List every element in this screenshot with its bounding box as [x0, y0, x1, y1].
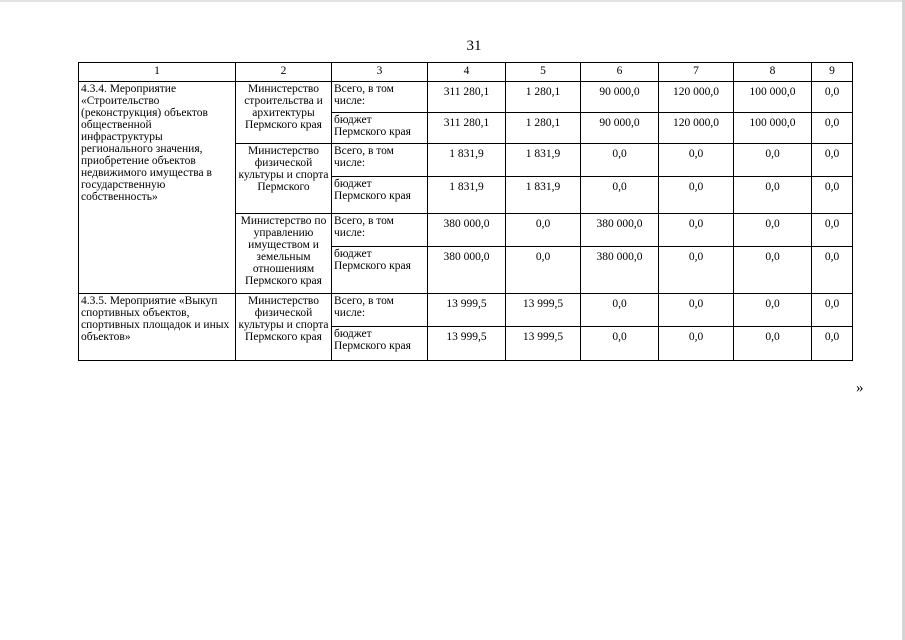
table-row — [79, 294, 853, 327]
value-cell: 100 000,0 — [734, 113, 812, 144]
source-cell: Всего, в том числе: — [332, 82, 428, 113]
value-cell: 13 999,5 — [428, 294, 506, 327]
column-header: 1 — [79, 63, 236, 82]
value-cell: 0,0 — [812, 82, 853, 113]
value-cell: 0,0 — [581, 177, 659, 214]
budget-table — [78, 62, 853, 361]
source-cell: бюджет Пермского края — [332, 327, 428, 361]
value-cell: 0,0 — [581, 144, 659, 177]
value-cell: 13 999,5 — [506, 294, 581, 327]
value-cell: 0,0 — [659, 144, 734, 177]
value-cell: 0,0 — [581, 327, 659, 361]
column-header: 3 — [332, 63, 428, 82]
value-cell: 0,0 — [812, 294, 853, 327]
scan-top-edge — [0, 0, 905, 2]
value-cell: 1 280,1 — [506, 82, 581, 113]
value-cell: 0,0 — [812, 113, 853, 144]
column-header: 8 — [734, 63, 812, 82]
value-cell: 0,0 — [659, 214, 734, 247]
value-cell: 0,0 — [812, 144, 853, 177]
measure-cell: 4.3.4. Мероприятие «Строительство (реконструкция) объектов общественной инфраструктуры регионального значения, приобретение объектов недвижимого имущества в государственную собственность» — [79, 82, 236, 294]
value-cell: 1 831,9 — [506, 144, 581, 177]
value-cell: 100 000,0 — [734, 82, 812, 113]
column-header: 2 — [236, 63, 332, 82]
table-header-row — [79, 63, 853, 82]
closing-quote: » — [856, 380, 864, 396]
source-cell: бюджет Пермского края — [332, 247, 428, 294]
value-cell: 120 000,0 — [659, 82, 734, 113]
value-cell: 1 280,1 — [506, 113, 581, 144]
value-cell: 90 000,0 — [581, 113, 659, 144]
executor-cell: Министерство физической культуры и спорта Пермского — [236, 144, 332, 214]
column-header: 7 — [659, 63, 734, 82]
table-row — [79, 82, 853, 113]
value-cell: 380 000,0 — [428, 247, 506, 294]
value-cell: 90 000,0 — [581, 82, 659, 113]
value-cell: 0,0 — [581, 294, 659, 327]
column-header: 9 — [812, 63, 853, 82]
value-cell: 311 280,1 — [428, 113, 506, 144]
value-cell: 0,0 — [812, 177, 853, 214]
source-cell: Всего, в том числе: — [332, 294, 428, 327]
column-header: 5 — [506, 63, 581, 82]
value-cell: 380 000,0 — [581, 214, 659, 247]
value-cell: 0,0 — [506, 247, 581, 294]
value-cell: 0,0 — [812, 214, 853, 247]
value-cell: 120 000,0 — [659, 113, 734, 144]
value-cell: 380 000,0 — [581, 247, 659, 294]
measure-cell: 4.3.5. Мероприятие «Выкуп спортивных объектов, спортивных площадок и иных объектов» — [79, 294, 236, 361]
executor-cell: Министерство физической культуры и спорта Пермского края — [236, 294, 332, 361]
executor-cell: Министерство строительства и архитектуры Пермского края — [236, 82, 332, 144]
value-cell: 380 000,0 — [428, 214, 506, 247]
value-cell: 0,0 — [659, 247, 734, 294]
executor-cell: Министерство по управлению имуществом и земельным отношениям Пермского края — [236, 214, 332, 294]
value-cell: 0,0 — [734, 294, 812, 327]
source-cell: бюджет Пермского края — [332, 177, 428, 214]
value-cell: 0,0 — [506, 214, 581, 247]
value-cell: 0,0 — [659, 177, 734, 214]
value-cell: 0,0 — [734, 327, 812, 361]
source-cell: Всего, в том числе: — [332, 144, 428, 177]
column-header: 6 — [581, 63, 659, 82]
column-header: 4 — [428, 63, 506, 82]
value-cell: 0,0 — [659, 294, 734, 327]
value-cell: 0,0 — [659, 327, 734, 361]
value-cell: 1 831,9 — [428, 144, 506, 177]
value-cell: 0,0 — [734, 247, 812, 294]
value-cell: 13 999,5 — [428, 327, 506, 361]
source-cell: бюджет Пермского края — [332, 113, 428, 144]
page-number: 31 — [466, 38, 482, 54]
value-cell: 0,0 — [734, 177, 812, 214]
value-cell: 311 280,1 — [428, 82, 506, 113]
value-cell: 13 999,5 — [506, 327, 581, 361]
value-cell: 0,0 — [734, 144, 812, 177]
source-cell: Всего, в том числе: — [332, 214, 428, 247]
value-cell: 0,0 — [734, 214, 812, 247]
value-cell: 0,0 — [812, 247, 853, 294]
value-cell: 0,0 — [812, 327, 853, 361]
value-cell: 1 831,9 — [428, 177, 506, 214]
value-cell: 1 831,9 — [506, 177, 581, 214]
